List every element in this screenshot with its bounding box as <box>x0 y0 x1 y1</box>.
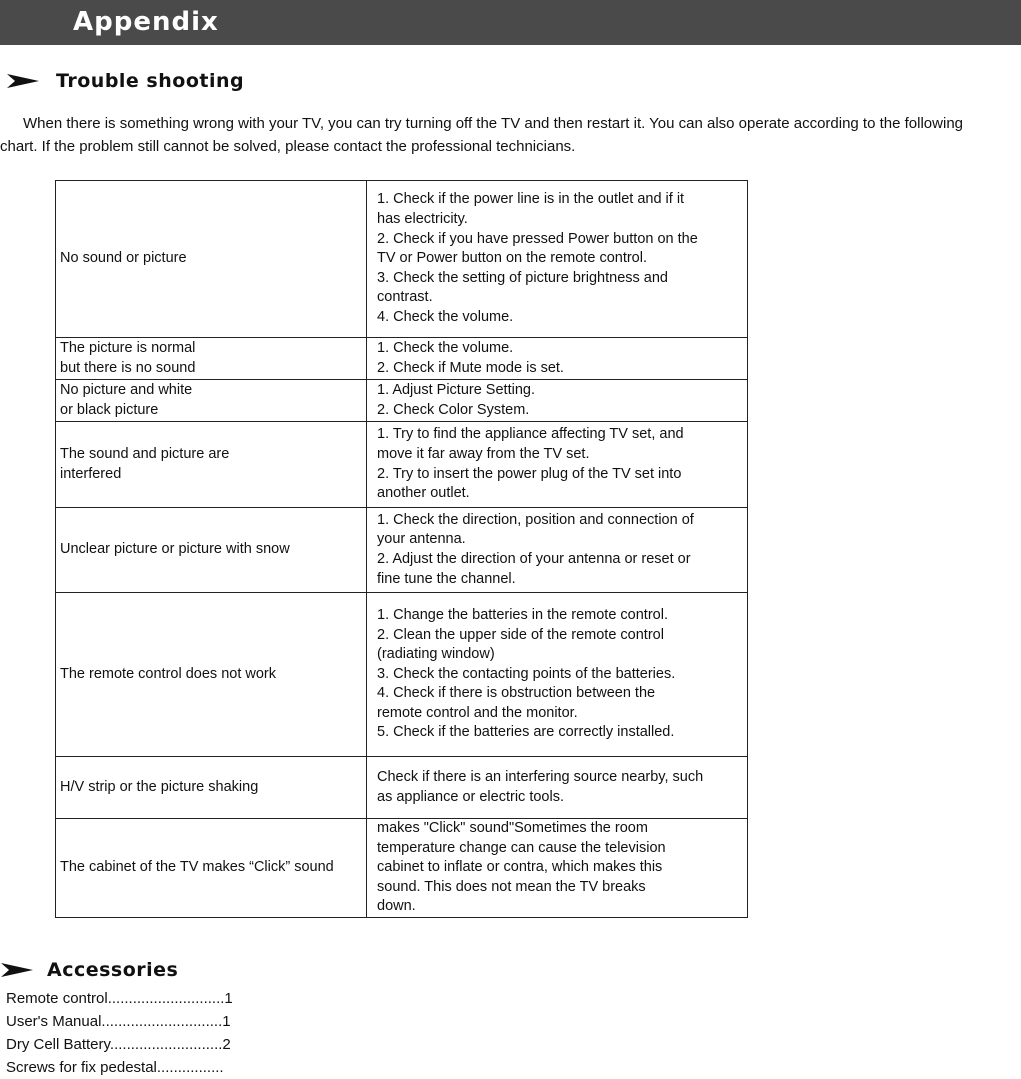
problem-cell: No sound or picture <box>56 181 367 338</box>
header-bar <box>0 0 1021 45</box>
table-row <box>56 338 748 380</box>
solution-cell: 1. Try to find the appliance affecting TV set, and move it far away from the TV set. 2. Try to insert the power plug of the TV set into another outlet. <box>367 422 748 508</box>
problem-cell: H/V strip or the picture shaking <box>56 757 367 819</box>
accessories-heading <box>0 958 178 982</box>
page-title: Appendix <box>73 7 219 37</box>
accessories-heading-label: Accessories <box>47 959 179 981</box>
trouble-shooting-heading-label: Trouble shooting <box>56 70 245 92</box>
table-row <box>56 819 748 918</box>
problem-cell: The cabinet of the TV makes “Click” sound <box>56 819 367 918</box>
list-item: User's Manual.............................1 <box>6 1013 231 1030</box>
problem-cell: The remote control does not work <box>56 593 367 757</box>
table-row <box>56 757 748 819</box>
trouble-shooting-table <box>55 180 748 918</box>
list-item: Dry Cell Battery...........................2 <box>6 1036 231 1053</box>
solution-cell: makes "Click" sound"Sometimes the room temperature change can cause the television cabinet to inflate or contra, which makes this sound. This does not mean the TV breaks down. <box>367 819 748 918</box>
table-row <box>56 181 748 338</box>
problem-cell: Unclear picture or picture with snow <box>56 508 367 593</box>
list-item: Screws for fix pedestal................ <box>6 1059 224 1076</box>
problem-cell: No picture and white or black picture <box>56 380 367 422</box>
table-row <box>56 422 748 508</box>
solution-cell: Check if there is an interfering source nearby, such as appliance or electric tools. <box>367 757 748 819</box>
table-row <box>56 508 748 593</box>
solution-cell: 1. Adjust Picture Setting. 2. Check Color System. <box>367 380 748 422</box>
solution-cell: 1. Check the volume. 2. Check if Mute mode is set. <box>367 338 748 380</box>
list-item: Remote control............................1 <box>6 990 233 1007</box>
accessories-list <box>6 987 233 1079</box>
problem-cell: The picture is normal but there is no sound <box>56 338 367 380</box>
problem-cell: The sound and picture are interfered <box>56 422 367 508</box>
intro-paragraph: When there is something wrong with your TV, you can try turning off the TV and then restart it. You can also operate according to the following chart. If the problem still cannot be solved, please contact the professional technicians. <box>0 115 963 155</box>
solution-cell: 1. Check the direction, position and connection of your antenna. 2. Adjust the direction of your antenna or reset or fine tune the channel. <box>367 508 748 593</box>
table-row <box>56 593 748 757</box>
trouble-shooting-heading <box>6 69 244 93</box>
solution-cell: 1. Check if the power line is in the outlet and if it has electricity. 2. Check if you have pressed Power button on the TV or Power button on the remote control. 3. Check the setting of picture brightness and contrast. 4. Check the volume. <box>367 181 748 338</box>
solution-cell: 1. Change the batteries in the remote control. 2. Clean the upper side of the remote control (radiating window) 3. Check the contacting points of the batteries. 4. Check if there is obstruction between the remote control and the monitor. 5. Check if the batteries are correctly installed. <box>367 593 748 757</box>
table-row <box>56 380 748 422</box>
arrowhead-icon <box>6 73 40 89</box>
arrowhead-icon <box>0 962 34 978</box>
